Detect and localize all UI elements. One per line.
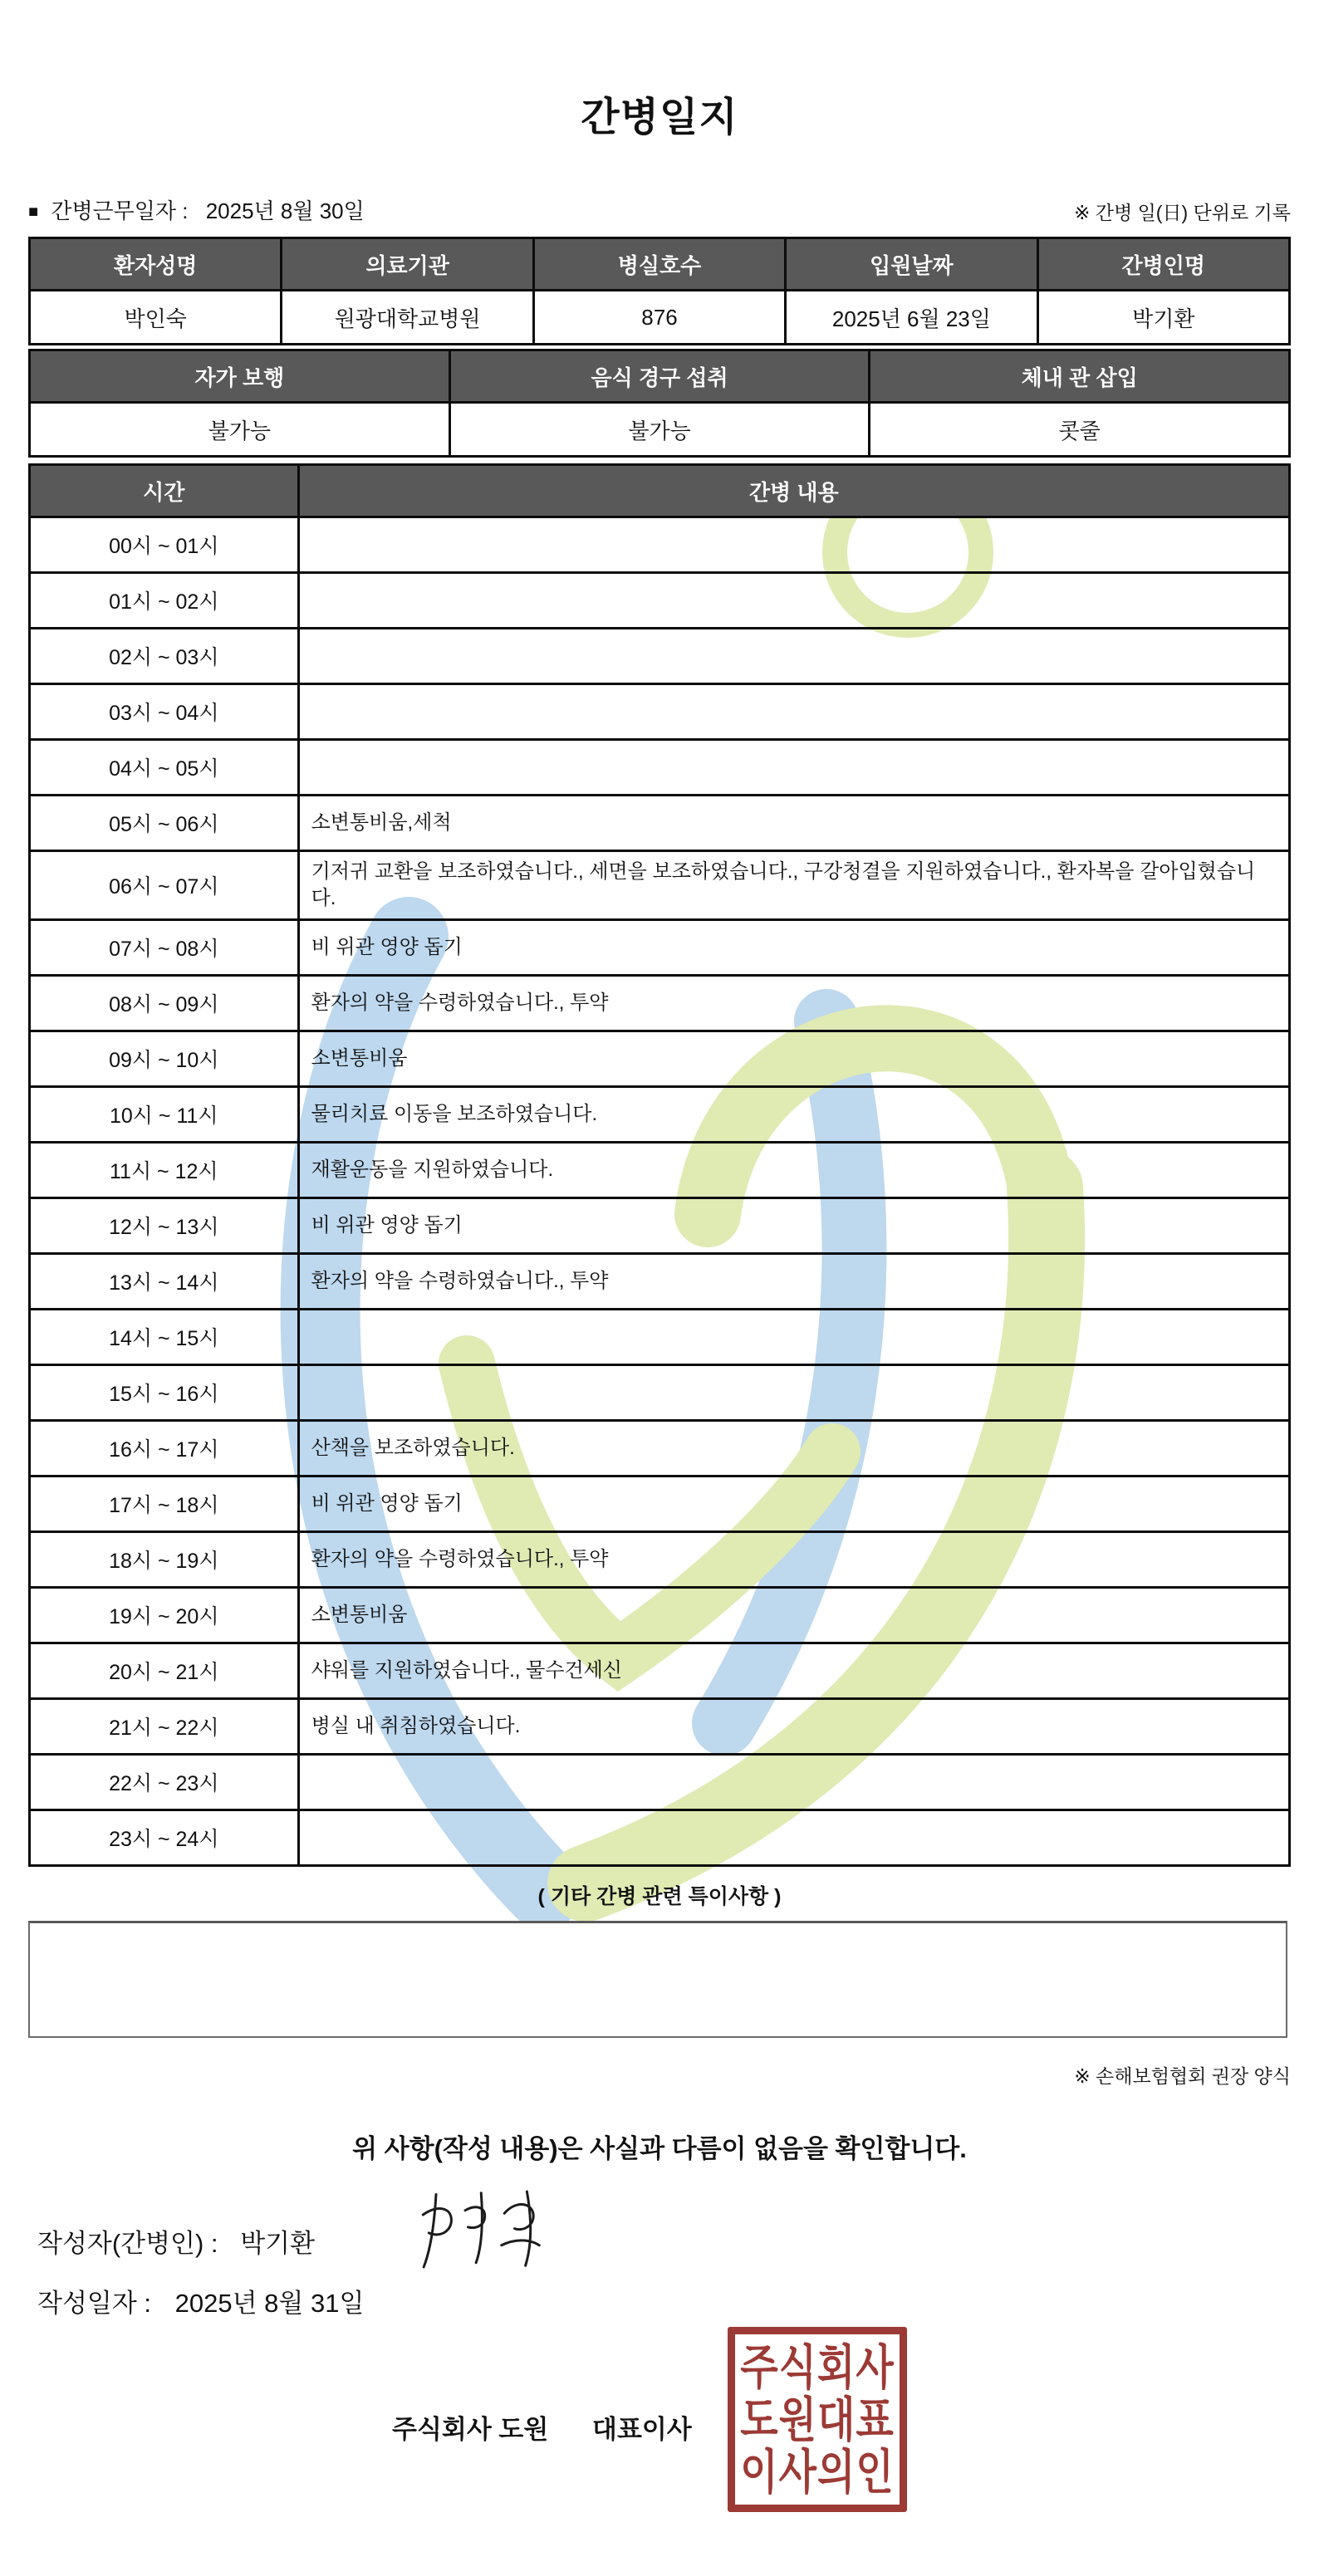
writer-name: 박기환 — [240, 2229, 316, 2258]
log-time-cell: 17시 ~ 18시 — [30, 1477, 299, 1532]
confirmation-statement: 위 사항(작성 내용)은 사실과 다름이 없음을 확인합니다. — [352, 2134, 967, 2163]
log-time-cell: 03시 ~ 04시 — [30, 684, 299, 740]
written-date-label: 작성일자 : — [37, 2289, 152, 2318]
daily-record-note: ※ 간병 일(日) 단위로 기록 — [1074, 202, 1291, 223]
log-time-cell: 11시 ~ 12시 — [30, 1143, 299, 1198]
patient-status-table — [28, 349, 1291, 458]
seal-line-1: 주식회사 — [740, 2340, 895, 2394]
log-content-cell — [298, 1365, 1289, 1421]
work-date-label: 간병근무일자 : — [51, 198, 189, 223]
writer-line — [37, 2222, 315, 2260]
log-row — [30, 1477, 1290, 1532]
col-header-institution: 의료기관 — [282, 238, 533, 291]
meta-row — [28, 194, 1291, 225]
log-content-cell: 기저귀 교환을 보조하였습니다., 세면을 보조하였습니다., 구강청결을 지원하였습니다., 환자복을 갈아입혔습니다. — [298, 851, 1289, 920]
company-line — [392, 2408, 692, 2446]
company-name: 주식회사 도원 — [392, 2415, 549, 2444]
log-row — [30, 1198, 1290, 1254]
log-time-cell: 08시 ~ 09시 — [30, 976, 299, 1031]
col-header-oral-intake: 음식 경구 섭취 — [449, 350, 870, 403]
log-time-cell: 13시 ~ 14시 — [30, 1254, 299, 1310]
work-date-line — [28, 194, 365, 225]
col-header-patient-name: 환자성명 — [30, 238, 282, 291]
patient-info-table — [28, 237, 1291, 345]
log-time-cell: 05시 ~ 06시 — [30, 796, 299, 851]
log-time-cell: 09시 ~ 10시 — [30, 1031, 299, 1087]
col-header-self-walking: 자가 보행 — [30, 350, 450, 403]
log-time-cell: 00시 ~ 01시 — [30, 517, 299, 573]
log-row — [30, 1532, 1290, 1588]
corporate-seal-stamp — [728, 2327, 907, 2512]
tube-insertion-value: 콧줄 — [870, 403, 1290, 457]
log-time-cell: 01시 ~ 02시 — [30, 573, 299, 629]
log-time-cell: 12시 ~ 13시 — [30, 1198, 299, 1254]
log-row — [30, 740, 1290, 796]
patient-name-value: 박인숙 — [30, 291, 282, 345]
special-notes-box — [28, 1921, 1287, 2038]
log-content-cell — [298, 573, 1289, 629]
log-content-cell — [298, 1755, 1289, 1810]
work-date-value: 2025년 8월 30일 — [205, 198, 365, 223]
log-row — [30, 517, 1290, 573]
institution-value: 원광대학교병원 — [282, 291, 533, 345]
log-content-cell: 소변통비움,세척 — [298, 796, 1289, 851]
log-time-cell: 16시 ~ 17시 — [30, 1421, 299, 1477]
log-row — [30, 573, 1290, 629]
admission-date-value: 2025년 6월 23일 — [786, 291, 1037, 345]
log-content-cell: 물리치료 이동을 보조하였습니다. — [298, 1087, 1289, 1143]
log-row — [30, 1143, 1290, 1198]
col-header-caregiver-name: 간병인명 — [1037, 238, 1289, 291]
log-content-cell: 소변통비움 — [298, 1588, 1289, 1643]
col-header-room-number: 병실호수 — [533, 238, 785, 291]
log-time-cell: 04시 ~ 05시 — [30, 740, 299, 796]
col-header-tube-insertion: 체내 관 삽입 — [870, 350, 1290, 403]
log-content-cell: 비 위관 영양 돕기 — [298, 1198, 1289, 1254]
patient-header-row — [30, 238, 1290, 291]
log-row — [30, 1031, 1290, 1087]
log-time-cell: 21시 ~ 22시 — [30, 1699, 299, 1755]
room-number-value: 876 — [533, 291, 785, 345]
log-row — [30, 629, 1290, 684]
special-notes-title: ( 기타 간병 관련 특이사항 ) — [537, 1885, 782, 1908]
log-content-cell: 비 위관 영양 돕기 — [298, 1477, 1289, 1532]
log-content-cell: 재활운동을 지원하였습니다. — [298, 1143, 1289, 1198]
handwritten-signature — [411, 2186, 577, 2273]
log-header-row — [30, 465, 1290, 517]
writer-label: 작성자(간병인) : — [37, 2229, 218, 2258]
status-header-row — [30, 350, 1290, 403]
log-content-cell — [298, 684, 1289, 740]
log-time-cell: 19시 ~ 20시 — [30, 1588, 299, 1643]
log-time-cell: 22시 ~ 23시 — [30, 1755, 299, 1810]
oral-intake-value: 불가능 — [449, 403, 870, 457]
black-square-icon: ■ — [28, 203, 39, 221]
log-row — [30, 1310, 1290, 1365]
log-content-cell: 비 위관 영양 돕기 — [298, 920, 1289, 976]
seal-line-2: 도원대표 — [740, 2392, 895, 2446]
log-row — [30, 1643, 1290, 1699]
log-row — [30, 1588, 1290, 1643]
company-role: 대표이사 — [591, 2415, 692, 2444]
log-row — [30, 920, 1290, 976]
log-content-cell — [298, 517, 1289, 573]
log-time-cell: 15시 ~ 16시 — [30, 1365, 299, 1421]
log-time-cell: 20시 ~ 21시 — [30, 1643, 299, 1699]
log-content-cell: 환자의 약을 수령하였습니다., 투약 — [298, 1532, 1289, 1588]
log-content-cell: 병실 내 취침하였습니다. — [298, 1699, 1289, 1755]
log-time-cell: 07시 ~ 08시 — [30, 920, 299, 976]
log-time-cell: 02시 ~ 03시 — [30, 629, 299, 684]
log-row — [30, 1365, 1290, 1421]
hourly-care-log-table — [28, 463, 1291, 1867]
log-row — [30, 1421, 1290, 1477]
log-time-cell: 14시 ~ 15시 — [30, 1310, 299, 1365]
log-row — [30, 796, 1290, 851]
written-date-value: 2025년 8월 31일 — [174, 2289, 365, 2318]
log-row — [30, 684, 1290, 740]
log-content-cell — [298, 1310, 1289, 1365]
log-content-cell: 산책을 보조하였습니다. — [298, 1421, 1289, 1477]
col-header-admission-date: 입원날짜 — [786, 238, 1037, 291]
caregiver-name-value: 박기환 — [1037, 291, 1289, 345]
log-row — [30, 976, 1290, 1031]
log-row — [30, 1810, 1290, 1866]
log-content-cell: 환자의 약을 수령하였습니다., 투약 — [298, 976, 1289, 1031]
log-content-cell — [298, 1810, 1289, 1866]
log-content-cell: 환자의 약을 수령하였습니다., 투약 — [298, 1254, 1289, 1310]
col-header-care-content: 간병 내용 — [298, 465, 1289, 517]
log-row — [30, 1254, 1290, 1310]
status-value-row — [30, 403, 1290, 457]
log-time-cell: 10시 ~ 11시 — [30, 1087, 299, 1143]
log-time-cell: 23시 ~ 24시 — [30, 1810, 299, 1866]
log-row — [30, 1699, 1290, 1755]
self-walking-value: 불가능 — [30, 403, 450, 457]
log-time-cell: 18시 ~ 19시 — [30, 1532, 299, 1588]
log-row — [30, 851, 1290, 920]
log-time-cell: 06시 ~ 07시 — [30, 851, 299, 920]
col-header-time: 시간 — [30, 465, 299, 517]
patient-value-row — [30, 291, 1290, 345]
log-content-cell: 소변통비움 — [298, 1031, 1289, 1087]
log-row — [30, 1755, 1290, 1810]
written-date-line — [37, 2282, 364, 2319]
page-title: 간병일지 — [581, 95, 738, 140]
log-content-cell — [298, 629, 1289, 684]
log-row — [30, 1087, 1290, 1143]
log-content-cell — [298, 740, 1289, 796]
seal-line-3: 이사의인 — [740, 2445, 895, 2499]
recommended-form-footnote: ※ 손해보험협회 권장 양식 — [1074, 2065, 1291, 2087]
log-content-cell: 샤워를 지원하였습니다., 물수건세신 — [298, 1643, 1289, 1699]
